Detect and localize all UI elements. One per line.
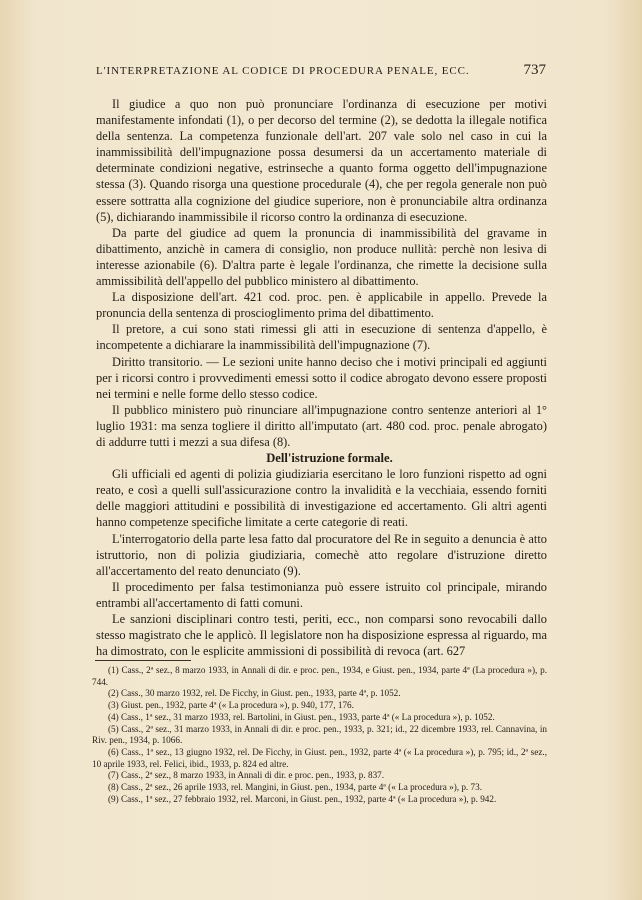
running-header: L'INTERPRETAZIONE AL CODICE DI PROCEDURA PENALE, ECC. <box>96 65 470 77</box>
paragraph: Il pretore, a cui sono stati rimessi gli atti in esecuzione di sentenza d'appello, è incompetente a dichiarare la inammissibilità dell'impugnazione (7). <box>96 322 547 353</box>
section-heading: Dell'istruzione formale. <box>266 451 393 466</box>
main-text <box>96 96 547 659</box>
paragraph: Gli ufficiali ed agenti di polizia giudiziaria esercitano le loro funzioni rispetto ad ogni reato, e così a quelli sull'assicurazione contro la invalidità e la vecchiaia, essendo forniti delle maggiori attitudini e possibilità di investigazione ed accertamento. Gli altri agenti hanno competenze specifiche limitate a certe categorie di reati. <box>96 467 547 530</box>
footnote: (7) Cass., 2ª sez., 8 marzo 1933, in Annali di dir. e proc. pen., 1933, p. 837. <box>108 770 385 781</box>
footnote: (3) Giust. pen., 1932, parte 4ª (« La procedura »), p. 940, 177, 176. <box>108 700 354 711</box>
paragraph: Le sanzioni disciplinari contro testi, periti, ecc., non comparsi sono revocabili dallo stesso magistrato che le applicò. Il legislatore non ha disposizione espressa al riguardo, ma ha dimostrato, con le esplicite ammissioni di possibilità di revoca (art. 627 <box>96 612 547 659</box>
footnote: (1) Cass., 2ª sez., 8 marzo 1933, in Annali di dir. e proc. pen., 1934, e Giust. pen., 1934, parte 4ª (La procedura »), p. 744. <box>92 665 547 687</box>
footnote: (9) Cass., 1ª sez., 27 febbraio 1932, rel. Marconi, in Giust. pen., 1932, parte 4ª (« La procedura »), p. 942. <box>108 793 497 804</box>
footnote-separator <box>95 660 191 661</box>
footnote: (5) Cass., 2ª sez., 31 marzo 1933, in Annali di dir. e proc. pen., 1933, p. 321; id., 22 dicembre 1933, rel. Cannavina, in Riv. pen., 1934, p. 1066. <box>92 723 547 746</box>
footnote: (2) Cass., 30 marzo 1932, rel. De Ficchy, in Giust. pen., 1933, parte 4ª, p. 1052. <box>108 688 401 699</box>
paragraph: Diritto transitorio. — Le sezioni unite hanno deciso che i motivi principali ed aggiunti per i ricorsi contro i provvedimenti emessi sotto il codice abrogato devono essere proposti nei termini e nelle forme dello stesso codice. <box>96 354 547 401</box>
footnote: (8) Cass., 2ª sez., 26 aprile 1933, rel. Mangini, in Giust. pen., 1934, parte 4ª (« La procedura »), p. 73. <box>108 782 483 793</box>
paragraph: Il giudice a quo non può pronunciare l'ordinanza di esecuzione per motivi manifestamente infondati (1), o per decorso del termine (2), se dedotta la illegale notifica della sentenza. La competenza funzionale dell'art. 207 vale solo nel caso in cui la inammissibilità dell'impugnazione possa desumersi da un accertamento materiale di determinate condizioni negative, estrinseche a quanto forma oggetto dell'impugnazione stessa (3). Quando risorga una questione procedurale (4), che per regola generale non può essere sottratta alla cognizione del giudice superiore, non è pronunciabile altra ordinanza (5), dichiarando inammissibile il ricorso contro la ordinanza di esecuzione. <box>96 97 547 224</box>
page-number: 737 <box>523 62 546 78</box>
paragraph: Il pubblico ministero può rinunciare all'impugnazione contro sentenze anteriori al 1° luglio 1931: ma senza togliere il diritto all'imputato (art. 480 cod. proc. penale abrogato) di addurre tutti i mezzi a sua difesa (8). <box>96 402 547 449</box>
paragraph: La disposizione dell'art. 421 cod. proc. pen. è applicabile in appello. Prevede la pronuncia della sentenza di proscioglimento prima del dibattimento. <box>96 290 547 321</box>
footnote: (4) Cass., 1ª sez., 31 marzo 1933, rel. Bartolini, in Giust. pen., 1933, parte 4ª (« La procedura »), p. 1052. <box>108 711 495 722</box>
footnote: (6) Cass., 1ª sez., 13 giugno 1932, rel. De Ficchy, in Giust. pen., 1932, parte 4ª (« La procedura »), p. 795; id., 2ª sez., 10 aprile 1933, rel. Felici, ibid., 1933, p. 824 ed altre. <box>92 746 547 769</box>
paragraph: L'interrogatorio della parte lesa fatto dal procuratore del Re in seguito a denuncia è atto istruttorio, non di polizia giudiziaria, comechè atto regolare d'istruzione diretto all'accertamento del reato denunciato (9). <box>96 531 547 578</box>
footnotes <box>92 665 547 805</box>
paragraph: Da parte del giudice ad quem la pronuncia di inammissibilità del gravame in dibattimento, anzichè in camera di consiglio, non produce nullità: perchè non lesiva di interesse azionabile (6). D'altra parte è legale l'ordinanza, che rimette la decisione sulla ammissibilità dell'appello del pubblico ministero al dibattimento. <box>96 225 547 289</box>
paragraph: Il procedimento per falsa testimonianza può essere istruito col principale, mirando entrambi all'accertamento di fatti comuni. <box>96 579 547 610</box>
